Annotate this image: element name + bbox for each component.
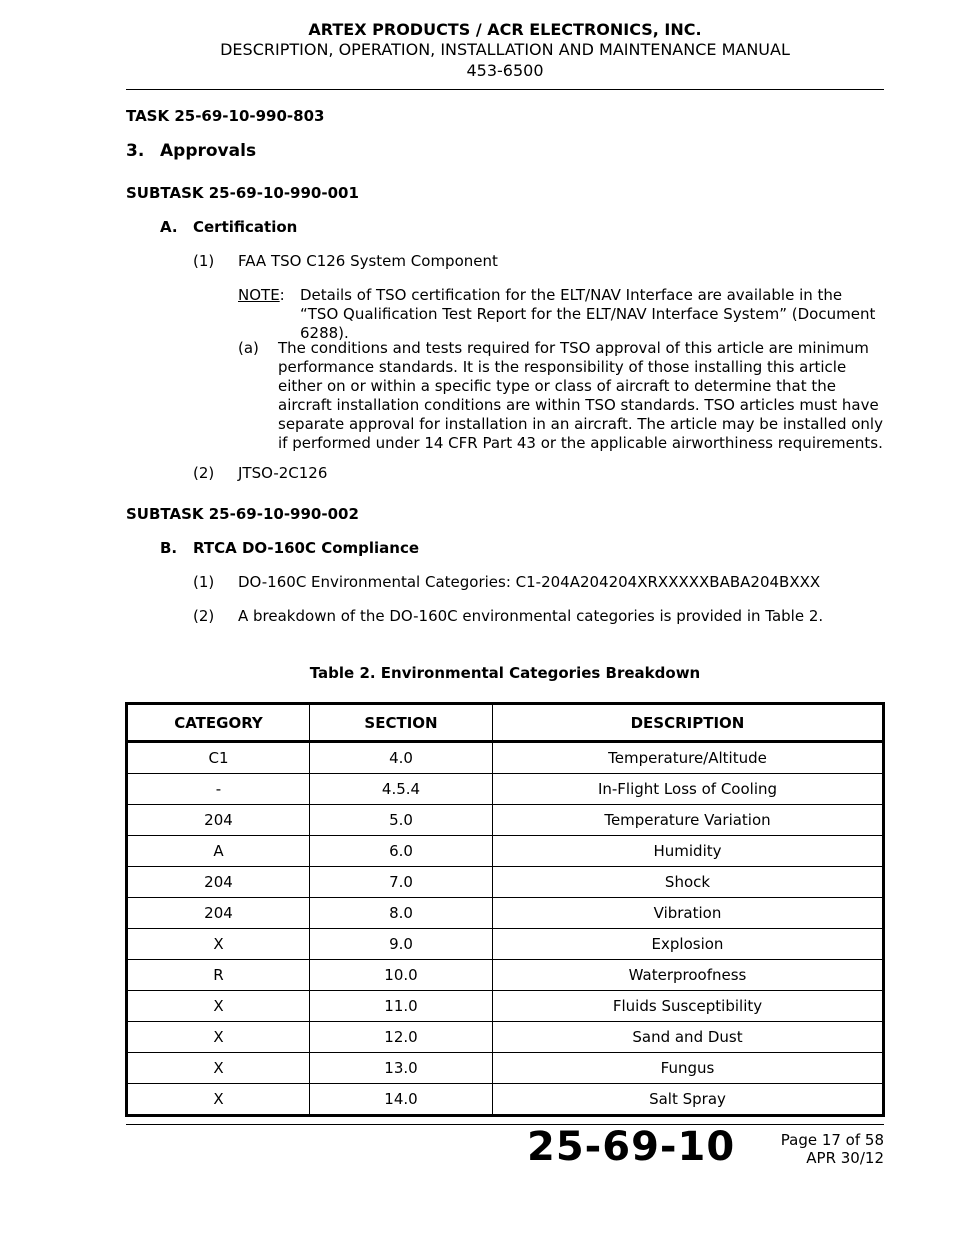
table-row: [127, 805, 884, 836]
note-label: NOTE: [238, 286, 280, 304]
cell-section: 7.0: [310, 867, 493, 898]
cell-section: 4.0: [310, 742, 493, 774]
cell-description: Fungus: [493, 1053, 884, 1084]
cell-description: Humidity: [493, 836, 884, 867]
table-row: [127, 960, 884, 991]
table-row: [127, 1022, 884, 1053]
compliance-item2-text: A breakdown of the DO-160C environmental categories is provided in Table 2.: [238, 607, 824, 625]
table-row: [127, 867, 884, 898]
table-row: [127, 898, 884, 929]
footer-rule: [126, 1124, 884, 1125]
cert-item1-text: FAA TSO C126 System Component: [238, 252, 498, 270]
cell-category: C1: [127, 742, 310, 774]
cell-section: 8.0: [310, 898, 493, 929]
cell-section: 5.0: [310, 805, 493, 836]
table-row: [127, 1084, 884, 1116]
header-company: ARTEX PRODUCTS / ACR ELECTRONICS, INC.: [308, 20, 702, 39]
compliance-item1-number: (1): [193, 573, 215, 591]
table-row: [127, 929, 884, 960]
cell-category: X: [127, 1053, 310, 1084]
cell-category: R: [127, 960, 310, 991]
table-header-row: [127, 704, 884, 742]
environmental-categories-table: [125, 702, 885, 1117]
certification-title: Certification: [193, 218, 298, 236]
cell-category: 204: [127, 898, 310, 929]
cell-description: Shock: [493, 867, 884, 898]
cell-section: 11.0: [310, 991, 493, 1022]
compliance-title: RTCA DO-160C Compliance: [193, 539, 420, 557]
cert-item2-text: JTSO-2C126: [238, 464, 328, 482]
header-rule: [126, 89, 884, 90]
column-header-section: SECTION: [310, 704, 493, 742]
cell-description: Waterproofness: [493, 960, 884, 991]
note-label-group: [238, 286, 285, 305]
cell-description: Sand and Dust: [493, 1022, 884, 1053]
certification-letter: A.: [160, 218, 178, 236]
cell-category: X: [127, 1084, 310, 1116]
cell-description: Fluids Susceptibility: [493, 991, 884, 1022]
cell-category: X: [127, 991, 310, 1022]
cell-category: X: [127, 1022, 310, 1053]
cell-section: 10.0: [310, 960, 493, 991]
cell-section: 4.5.4: [310, 774, 493, 805]
compliance-letter: B.: [160, 539, 178, 557]
table-row: [127, 774, 884, 805]
cell-section: 13.0: [310, 1053, 493, 1084]
cell-description: Explosion: [493, 929, 884, 960]
cell-section: 14.0: [310, 1084, 493, 1116]
table-caption: Table 2. Environmental Categories Breakdown: [309, 664, 701, 682]
cert-item2-number: (2): [193, 464, 215, 482]
cell-category: X: [127, 929, 310, 960]
subtask-id-2: SUBTASK 25-69-10-990-002: [126, 505, 359, 523]
footer-date: APR 30/12: [806, 1149, 884, 1167]
cell-category: -: [127, 774, 310, 805]
footer-page-info: [781, 1131, 884, 1167]
table-row: [127, 836, 884, 867]
cell-category: 204: [127, 867, 310, 898]
cell-description: Vibration: [493, 898, 884, 929]
cell-description: Salt Spray: [493, 1084, 884, 1116]
section-title: Approvals: [160, 141, 257, 161]
column-header-category: CATEGORY: [127, 704, 310, 742]
footer-chapter-number: 25-69-10: [527, 1124, 736, 1170]
section-number: 3.: [126, 141, 145, 161]
cell-category: A: [127, 836, 310, 867]
header-doc-number: 453-6500: [466, 61, 544, 80]
compliance-item2-number: (2): [193, 607, 215, 625]
cell-description: Temperature Variation: [493, 805, 884, 836]
cell-section: 12.0: [310, 1022, 493, 1053]
cert-sub-a-number: (a): [238, 339, 259, 357]
cert-item1-number: (1): [193, 252, 215, 270]
header-manual-title: DESCRIPTION, OPERATION, INSTALLATION AND MAINTENANCE MANUAL: [220, 40, 790, 59]
cell-section: 9.0: [310, 929, 493, 960]
subtask-id-1: SUBTASK 25-69-10-990-001: [126, 184, 359, 202]
cell-description: Temperature/Altitude: [493, 742, 884, 774]
note-text: Details of TSO certification for the ELT/NAV Interface are available in the “TSO Qualification Test Report for the ELT/NAV Interface System” (Document 6288).: [300, 286, 876, 342]
table-body: [127, 742, 884, 1116]
column-header-description: DESCRIPTION: [493, 704, 884, 742]
table-row: [127, 1053, 884, 1084]
cell-category: 204: [127, 805, 310, 836]
table-row: [127, 991, 884, 1022]
cell-description: In-Flight Loss of Cooling: [493, 774, 884, 805]
compliance-item1-text: DO-160C Environmental Categories: C1-204A204204XRXXXXXBABA204BXXX: [238, 573, 821, 591]
note-colon: :: [279, 286, 285, 304]
footer-page-number: Page 17 of 58: [780, 1131, 884, 1149]
table-row: [127, 742, 884, 774]
task-id: TASK 25-69-10-990-803: [126, 107, 325, 125]
cert-sub-a-text: The conditions and tests required for TSO approval of this article are minimum performance standards. It is the responsibility of those installing this article either on or within a specific type or class of aircraft to determine that the aircraft installation conditions are within TSO standards. TSO articles must have separate approval for installation in an aircraft. The article may be installed only if performed under 14 CFR Part 43 or the applicable airworthiness requirements.: [278, 339, 883, 452]
cell-section: 6.0: [310, 836, 493, 867]
